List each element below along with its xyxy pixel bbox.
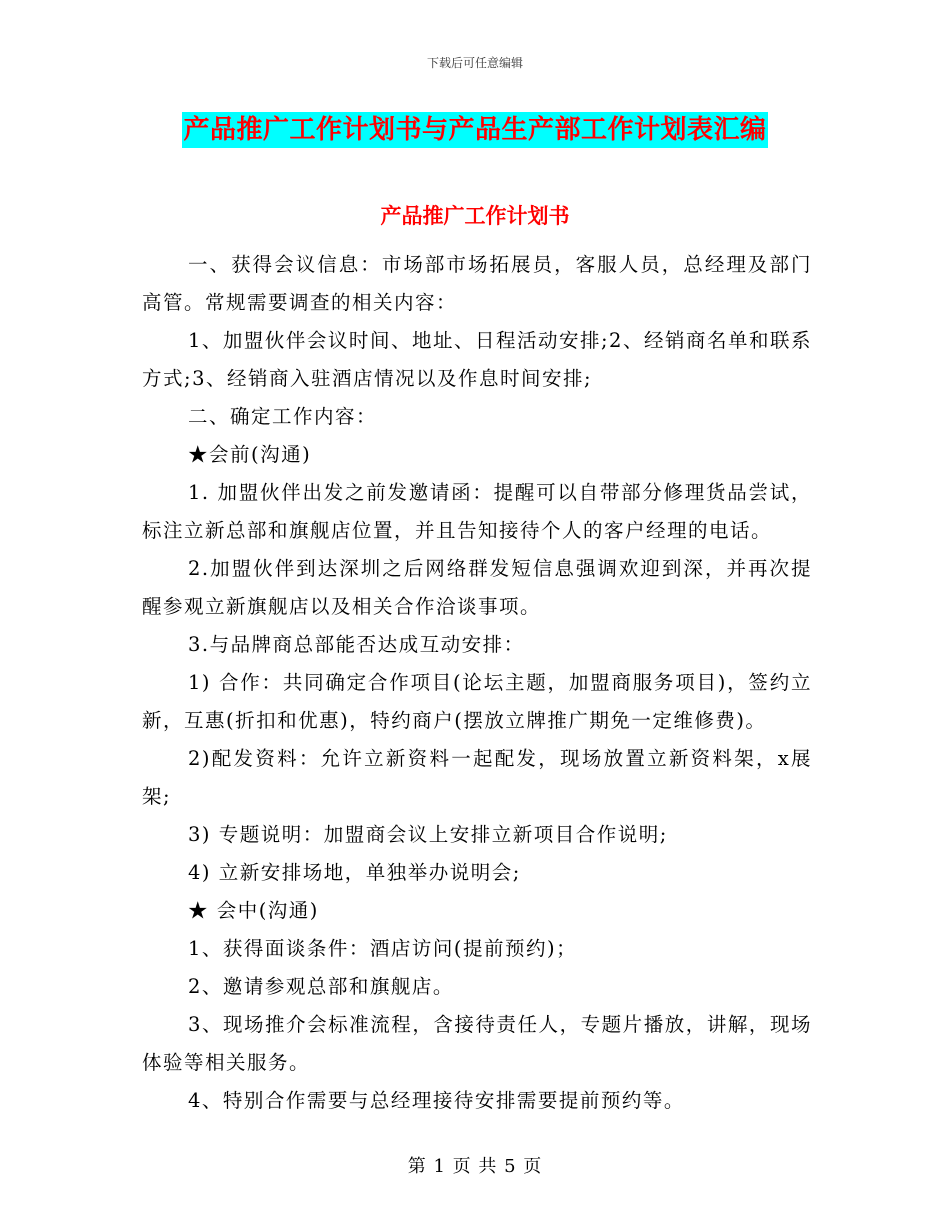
paragraph-sms: 2.加盟伙伴到达深圳之后网络群发短信息强调欢迎到深，并再次提醒参观立新旗舰店以及相关合作洽谈事项。: [142, 557, 812, 618]
paragraph-materials: 2)配发资料：允许立新资料一起配发，现场放置立新资料架，x展架;: [142, 747, 812, 808]
page-footer: 第 1 页 共 5 页: [407, 1156, 543, 1177]
paragraph-survey-items: 1、加盟伙伴会议时间、地址、日程活动安排;2、经销商名单和联系方式;3、经销商入驻酒店情况以及作息时间安排;: [142, 329, 812, 390]
paragraph-topic-explanation: 3) 专题说明：加盟商会议上安排立新项目合作说明;: [188, 823, 668, 846]
paragraph-visit: 2、邀请参观总部和旗舰店。: [188, 975, 454, 998]
paragraph-meeting-info: 一、获得会议信息：市场部市场拓展员，客服人员，总经理及部门高管。常规需要调查的相关内容：: [142, 253, 812, 314]
paragraph-brand-interaction: 3.与品牌商总部能否达成互动安排：: [188, 633, 525, 656]
paragraph-interview: 1、获得面谈条件：酒店访问(提前预约)；: [188, 937, 578, 960]
paragraph-special: 4、特别合作需要与总经理接待安排需要提前预约等。: [188, 1089, 685, 1112]
paragraph-pre-meeting: ★会前(沟通): [188, 443, 312, 466]
paragraph-cooperation: 1) 合作：共同确定合作项目(论坛主题，加盟商服务项目)，签约立新，互惠(折扣和优惠)，特约商户(摆放立牌推广期免一定维修费)。: [142, 671, 812, 732]
header-note: 下载后可任意编辑: [426, 56, 523, 70]
section-title: 产品推广工作计划书: [380, 203, 570, 228]
paragraph-invitation: 1. 加盟伙伴出发之前发邀请函：提醒可以自带部分修理货品尝试，标注立新总部和旗舰店位置，并且告知接待个人的客户经理的电话。: [142, 481, 812, 542]
paragraph-work-content: 二、确定工作内容：: [188, 405, 378, 428]
paragraph-in-meeting: ★ 会中(沟通): [188, 899, 319, 922]
document-title-text: 产品推广工作计划书与产品生产部工作计划表汇编: [182, 112, 767, 148]
paragraph-process: 3、现场推介会标准流程，含接待责任人，专题片播放，讲解，现场体验等相关服务。: [142, 1013, 812, 1074]
paragraph-venue: 4) 立新安排场地，单独举办说明会;: [188, 861, 521, 884]
document-title: [0, 112, 950, 148]
body-text: [142, 246, 812, 1120]
